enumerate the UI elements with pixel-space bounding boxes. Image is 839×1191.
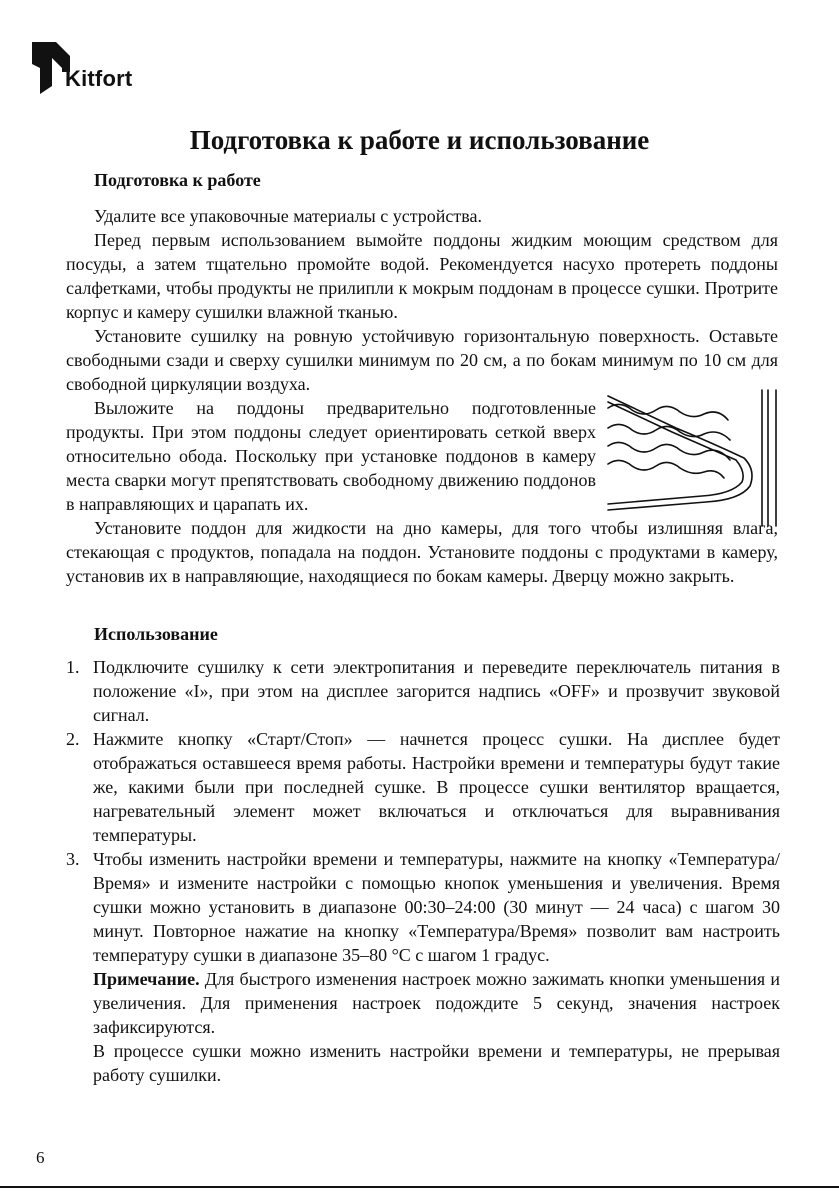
page-number: 6: [36, 1148, 45, 1167]
note-label: Примечание.: [93, 969, 200, 989]
brand-logo: [30, 42, 150, 94]
note-text: Для быстрого изменения настроек можно зажимать кнопки уменьшения и увеличения. Для применения настроек подождите 5 секунд, значения настроек зафиксируются.: [93, 969, 780, 1037]
bottom-rule: [0, 1186, 839, 1188]
preparation-paragraph: Удалите все упаковочные материалы с устройства.: [94, 206, 483, 226]
note-paragraph: [93, 967, 780, 1039]
list-item-number: 2.: [66, 729, 80, 749]
list-item-text: Подключите сушилку к сети электропитания и переведите переключатель питания в положение «I», при этом на дисплее загорится надпись «OFF» и прозвучит звуковой сигнал.: [93, 657, 780, 725]
usage-list: [66, 655, 780, 1087]
list-item: [66, 727, 780, 847]
page-title: Подготовка к работе и использование: [189, 125, 650, 155]
list-item-number: 1.: [66, 657, 80, 677]
final-paragraph: В процессе сушки можно изменить настройки времени и температуры, не прерывая работу сушилки.: [93, 1041, 780, 1085]
preparation-paragraph: Перед первым использованием вымойте поддоны жидким моющим средством для посуды, а затем тщательно промойте водой. Рекомендуется насухо протереть поддоны салфетками, чтобы продукты не прилипли к мокрым поддонам в процессе сушки. Протрите корпус и камеру сушилки влажной тканью.: [66, 230, 778, 322]
tray-illustration-icon: [606, 388, 780, 528]
preparation-paragraph: Установите поддон для жидкости на дно камеры, для того чтобы излишняя влага, стекающая с продуктов, попадала на поддон. Установите поддоны с продуктами в камеру, установив их в направляющие, находящиеся по бокам камеры. Дверцу можно закрыть.: [66, 518, 778, 586]
list-item-text: Чтобы изменить настройки времени и температуры, нажмите на кнопку «Температура/Время» и измените настройки с помощью кнопок уменьшения и увеличения. Время сушки можно установить в диапазоне 00:30–24:00 (30 минут — 24 часа) с шагом 30 минут. Повторное нажатие на кнопку «Температура/Время» позволит вам настроить температуру сушки в диапазоне 35–80 °C с шагом 1 градус.: [93, 849, 780, 965]
preparation-paragraph: Выложите на поддоны предварительно подготовленные продукты. При этом поддоны следует ориентировать сеткой вверх относительно обода. Поскольку при установке поддонов в камеру места сварки могут препятствовать свободному движению поддонов в направляющих и царапать их.: [66, 398, 596, 514]
preparation-heading: Подготовка к работе: [94, 170, 261, 190]
brand-name: Kitfort: [65, 66, 133, 91]
list-item: [66, 655, 780, 727]
list-item-number: 3.: [66, 849, 80, 869]
list-item-text: Нажмите кнопку «Старт/Стоп» — начнется процесс сушки. На дисплее будет отображаться оставшееся время работы. Настройки времени и температуры будут такие же, какими были при последней сушке. В процессе сушки вентилятор вращается, нагревательный элемент может включаться и отключаться для выравнивания температуры.: [93, 729, 780, 845]
preparation-paragraph: Установите сушилку на ровную устойчивую горизонтальную поверхность. Оставьте свободными сзади и сверху сушилки минимум по 20 см, а по бокам минимум по 10 см для свободной циркуляции воздуха.: [66, 326, 778, 394]
list-item: [66, 847, 780, 967]
usage-heading: Использование: [94, 624, 218, 644]
